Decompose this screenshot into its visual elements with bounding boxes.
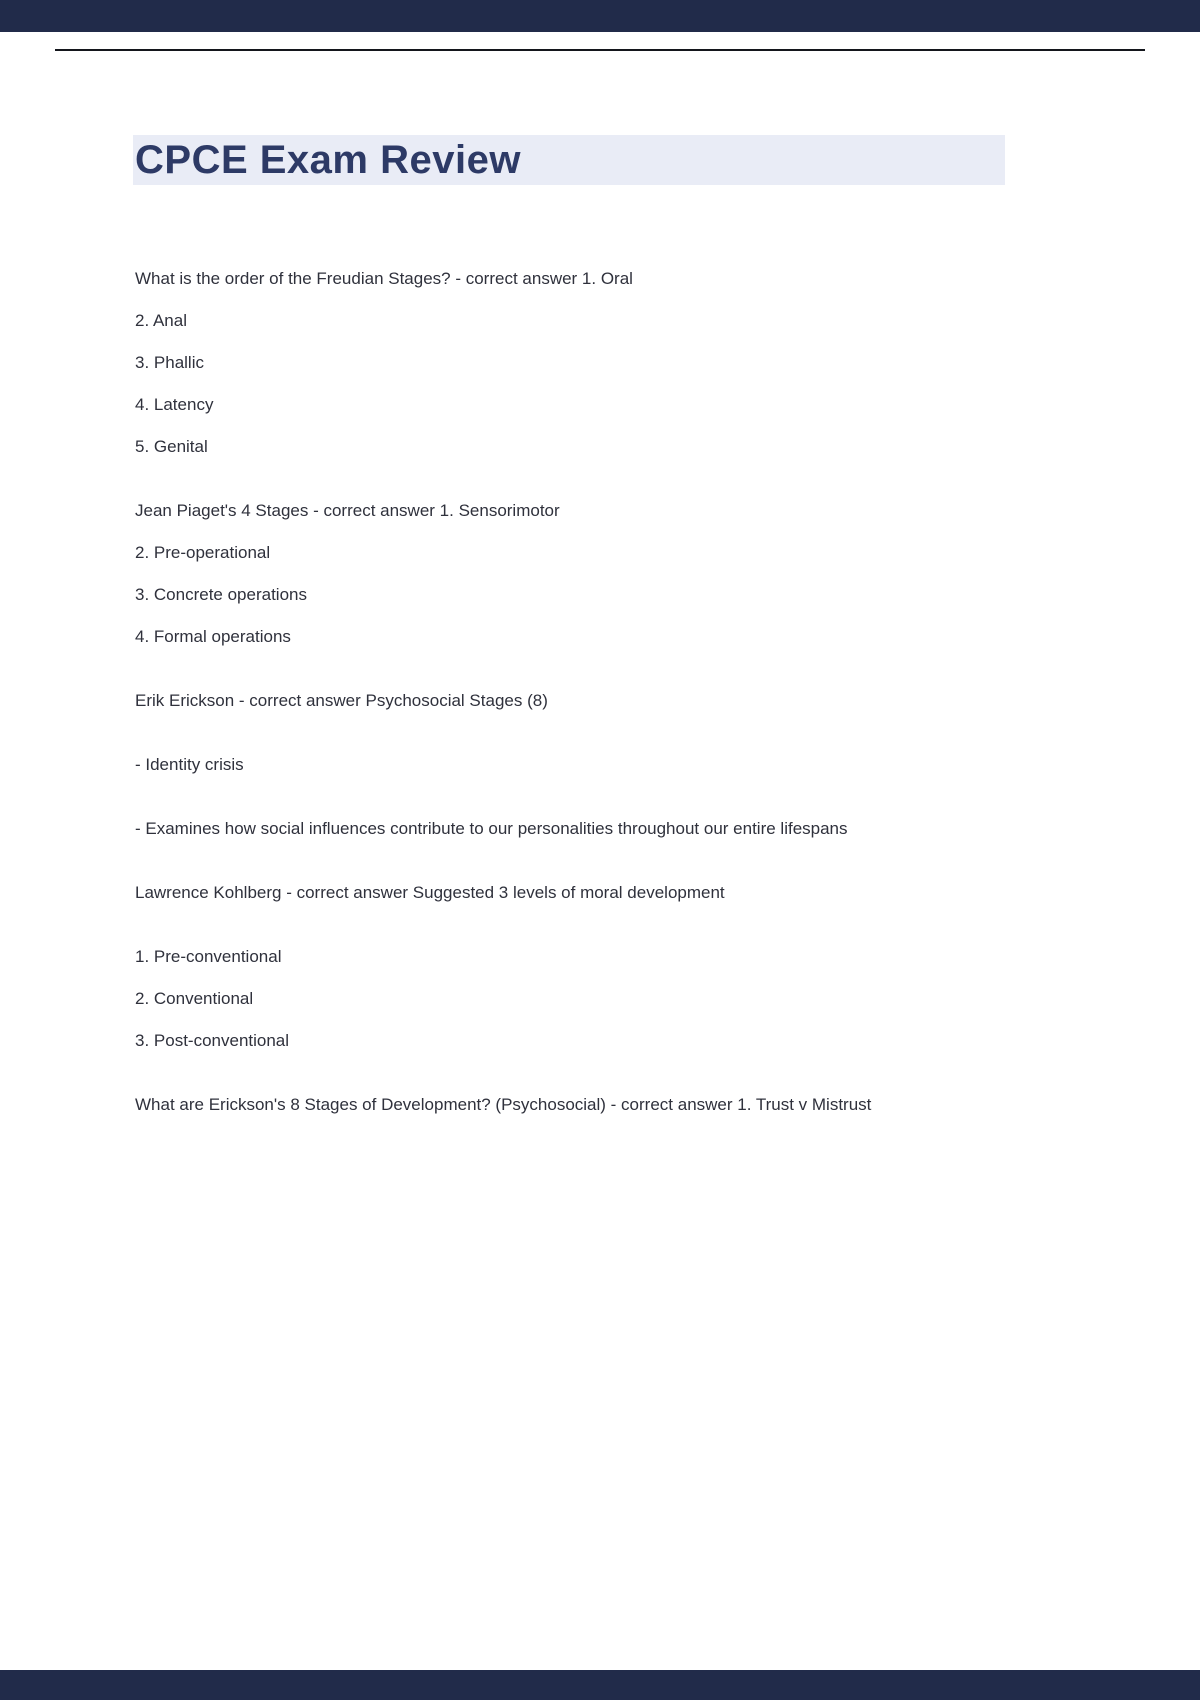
paragraph-line: Jean Piaget's 4 Stages - correct answer 1. Sensorimotor xyxy=(135,501,560,520)
paragraph-line: Lawrence Kohlberg - correct answer Suggested 3 levels of moral development xyxy=(135,883,725,902)
paragraph-line: 4. Latency xyxy=(135,395,214,414)
title-highlight xyxy=(133,135,1005,185)
header-rule xyxy=(55,49,1145,51)
paragraph-line: What are Erickson's 8 Stages of Development? (Psychosocial) - correct answer 1. Trust v Mistrust xyxy=(135,1095,872,1114)
paragraph-line: 2. Pre-operational xyxy=(135,543,271,562)
paragraph-line: - Identity crisis xyxy=(135,755,244,774)
paragraph-line: 3. Post-conventional xyxy=(135,1031,290,1050)
paragraph-line: Erik Erickson - correct answer Psychosocial Stages (8) xyxy=(135,691,548,710)
paragraph-line: 3. Phallic xyxy=(135,353,204,372)
paragraph-line: 5. Genital xyxy=(135,437,208,456)
page-title: CPCE Exam Review xyxy=(135,138,521,182)
paragraph-line: 2. Anal xyxy=(135,311,187,330)
bottom-border-bar xyxy=(0,1670,1200,1700)
paragraph-line: What is the order of the Freudian Stages? - correct answer 1. Oral xyxy=(135,269,633,288)
paragraph-line: 2. Conventional xyxy=(135,989,254,1008)
paragraph-line: 1. Pre-conventional xyxy=(135,947,282,966)
top-border-bar xyxy=(0,0,1200,32)
paragraph-line: 4. Formal operations xyxy=(135,627,291,646)
paragraph-line: - Examines how social influences contribute to our personalities throughout our entire lifespans xyxy=(135,819,848,838)
paragraph-line: 3. Concrete operations xyxy=(135,585,307,604)
document-body xyxy=(135,268,1085,1136)
